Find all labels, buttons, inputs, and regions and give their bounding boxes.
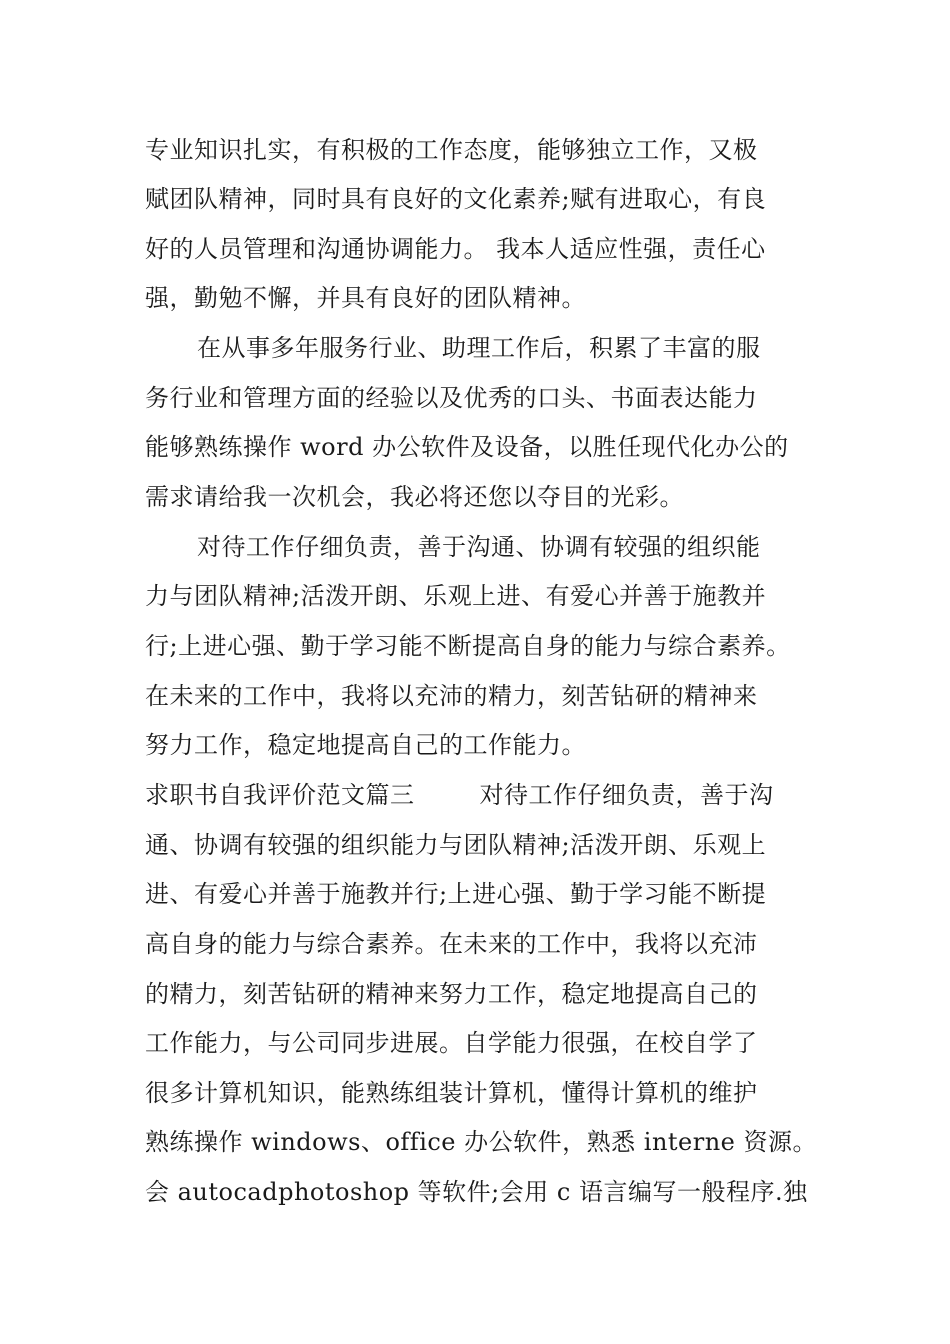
- text-line: 通、协调有较强的组织能力与团队精神;活泼开朗、乐观上: [145, 831, 767, 859]
- text-line: 赋团队精神，同时具有良好的文化素养;赋有进取心，有良: [145, 185, 767, 213]
- text-line: 务行业和管理方面的经验以及优秀的口头、书面表达能力: [145, 384, 758, 412]
- section-heading-line: 求职书自我评价范文篇三 对待工作仔细负责，善于沟: [145, 781, 774, 809]
- text-line: 工作能力，与公司同步进展。自学能力很强，在校自学了: [145, 1029, 758, 1057]
- text-line: 熟练操作 windows、office 办公软件，熟悉 interne 资源。: [145, 1128, 818, 1156]
- text-line: 专业知识扎实，有积极的工作态度，能够独立工作，又极: [145, 136, 758, 164]
- text-line: 力与团队精神;活泼开朗、乐观上进、有爱心并善于施教并: [145, 582, 767, 610]
- text-line: 需求请给我一次机会，我必将还您以夺目的光彩。: [145, 483, 684, 511]
- text-line: 进、有爱心并善于施教并行;上进心强、勤于学习能不断提: [145, 880, 767, 908]
- text-line: 很多计算机知识，能熟练组装计算机，懂得计算机的维护: [145, 1079, 758, 1107]
- text-line: 高自身的能力与综合素养。在未来的工作中，我将以充沛: [145, 930, 758, 958]
- paragraph-first-line: 对待工作仔细负责，善于沟通、协调有较强的组织能: [197, 533, 761, 561]
- text-line: 会 autocadphotoshop 等软件;会用 c 语言编写一般程序.独: [145, 1178, 808, 1206]
- text-line: 努力工作，稳定地提高自己的工作能力。: [145, 731, 586, 759]
- text-line: 的精力，刻苦钻研的精神来努力工作，稳定地提高自己的: [145, 980, 758, 1008]
- text-line: 在未来的工作中，我将以充沛的精力，刻苦钻研的精神来: [145, 682, 758, 710]
- paragraph-first-line: 在从事多年服务行业、助理工作后，积累了丰富的服: [197, 334, 761, 362]
- text-line: 能够熟练操作 word 办公软件及设备，以胜任现代化办公的: [145, 433, 789, 461]
- text-line: 强，勤勉不懈，并具有良好的团队精神。: [145, 284, 586, 312]
- text-line: 好的人员管理和沟通协调能力。 我本人适应性强，责任心: [145, 235, 766, 263]
- text-line: 行;上进心强、勤于学习能不断提高自身的能力与综合素养。: [145, 632, 791, 660]
